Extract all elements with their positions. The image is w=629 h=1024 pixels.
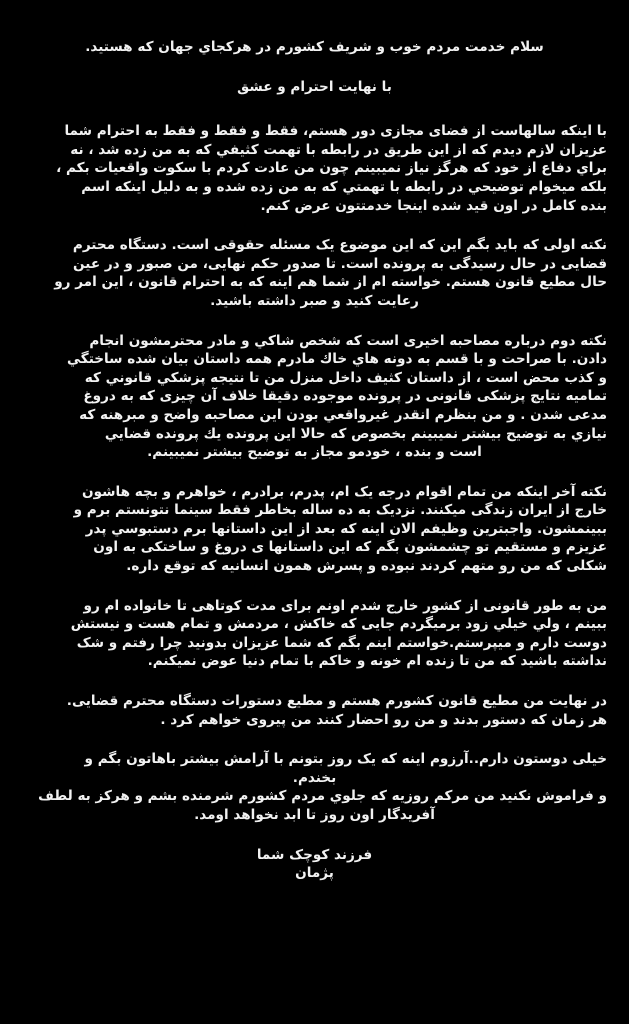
paragraph-line: حال مطيع قانون هستم. خواسته ام از شما هم اينه كه به احترام قانون ، اين امر رو [54, 274, 607, 291]
paragraph-line: هر زمان كه دستور بدند و من رو احضار كنند من پيروی خواهم كرد . [160, 711, 607, 728]
signature-block [22, 846, 607, 883]
paragraph-line: من به طور قانونی از كشور خارج شدم اونم برای مدت كوتاهی تا خانواده ام رو [83, 597, 607, 614]
paragraph-line: خارج از ايران زندگی ميكنند. نزديک به ده ساله بخاطر فقط سينما نتونستم برم و [73, 502, 607, 519]
paragraph-conclusion [22, 692, 607, 729]
paragraph-line: بنده كامل در اون قيد شده اينجا خدمتتون عرض كنم. [260, 197, 607, 214]
salutation-line: با نهايت احترام و عشق [237, 78, 392, 95]
paragraph-line: ببينمشون. واجبترين وظيفم الان اينه كه بعد از اين داستانها برم دستبوسي پدر [85, 520, 607, 537]
paragraph-line: خيلی دوستون دارم..آرزوم اينه كه يک روز بتونم با آرامش بيشتر باهاتون بگم و [84, 751, 607, 768]
paragraph-line: و كذب محض است ، از داستان كثيف داخل منزل من تا نتيجه پزشكي قانوني كه [84, 369, 607, 386]
paragraph-closing [22, 750, 607, 824]
paragraph-line: نيازي به توضيح بيشتر نميبينم بخصوص كه حالا اين پرونده يك پرونده قضايي [104, 425, 607, 442]
paragraph-line: قضايی در حال رسيدگی به پرونده است. تا صدور حكم نهايی، من صبور و در عين [73, 255, 607, 272]
paragraph-line: نكته دوم درباره مصاحبه اخيری است كه شخص شاكي و مادر محترمشون انجام [89, 332, 607, 349]
paragraph-point-last [22, 483, 607, 576]
paragraph-line: در نهايت من مطيع قانون كشورم هستم و مطيع دستورات دستگاه محترم قضايی. [66, 693, 607, 710]
paragraph-line: آفريدگار اون روز تا ابد نخواهد اومد. [194, 807, 435, 823]
paragraph-line: و فراموش نكنيد من مركم روزيه كه جلوي مردم كشورم شرمنده بشم و هركز به لطف [38, 788, 607, 805]
paragraph-line: عزيزم و مستقيم تو چشمشون بگم كه اين داستانها ی دروغ و ساختكی به اون [93, 539, 607, 556]
paragraph-line: مدعی شدن . و من بنظرم انقدر غيرواقعي بودن اين مصاحبه واضح و مبرهنه كه [79, 406, 607, 423]
paragraph-line: است و بنده ، خودمو مجاز به توضيح بيشتر نميبينم. [147, 444, 482, 461]
paragraph-line: نداشته باشيد كه من تا زنده ام خونه و خاكم با تمام دنيا عوض نميكنم. [147, 653, 607, 670]
paragraph-line: تماميه نتايج پزشكی قانونی در پرونده موجوده دقيقا خلاف آن چيزی كه به دروغ [83, 388, 607, 405]
paragraph-line: براي دفاع از خود كه هرگز نياز نميبينم چون من عادت كردم با سكوت واقعيات بكم ، [56, 160, 607, 177]
paragraph-line: دوست دارم و ميپرستم.خواستم اينم بگم كه شما عزيزان بدونيد چرا رفتم و شک [76, 634, 607, 651]
paragraph-point-one [22, 236, 607, 310]
paragraph-line: رعايت كنيد و صبر داشته باشيد. [210, 292, 419, 309]
paragraph-line: بلكه ميخوام توضيحي در رابطه با تهمتي كه به من زده شده و به دليل اينكه اسم [81, 178, 607, 195]
paragraph-travel [22, 597, 607, 671]
paragraph-intro [22, 122, 607, 215]
signature-closing: فرزند كوچک شما [256, 846, 373, 863]
signature-name: پژمان [295, 865, 334, 882]
paragraph-line: شكلی كه من رو متهم كردند نبوده و پسرش همون انسانيه كه توقع داره. [126, 558, 607, 575]
greeting-line: سلام خدمت مردم خوب و شريف كشورم در هرکجاي جهان که هستيد. [85, 39, 544, 55]
paragraph-line: با اینکه سالهاست از فضای مجازی دور هستم، فقط و فقط و فقط به احترام شما [64, 123, 607, 140]
paragraph-line: ببينم ، ولي خيلي زود برميگردم جايی كه خاكش ، مردمش و تمام هست و نيستش [70, 616, 607, 633]
paragraph-line: عزيزان لازم ديدم كه از اين طريق در رابطه با تهمت كثيفي كه به من زده شد ، نه [70, 141, 607, 158]
paragraph-line: نكته اولی كه بايد بگم اين كه اين موضوع يک مسئله حقوقی است. دستگاه محترم [72, 237, 607, 254]
paragraph-point-two [22, 332, 607, 462]
paragraph-line: بخندم. [292, 769, 337, 786]
paragraph-line: دادن. با صراحت و با قسم به دونه هاي خاك مادرم همه داستان بيان شده ساختگي [67, 351, 607, 368]
paragraph-line: نكته آخر اينكه من تمام اقوام درجه يک ام، پدرم، برادرم ، خواهرم و بچه هاشون [82, 483, 607, 500]
